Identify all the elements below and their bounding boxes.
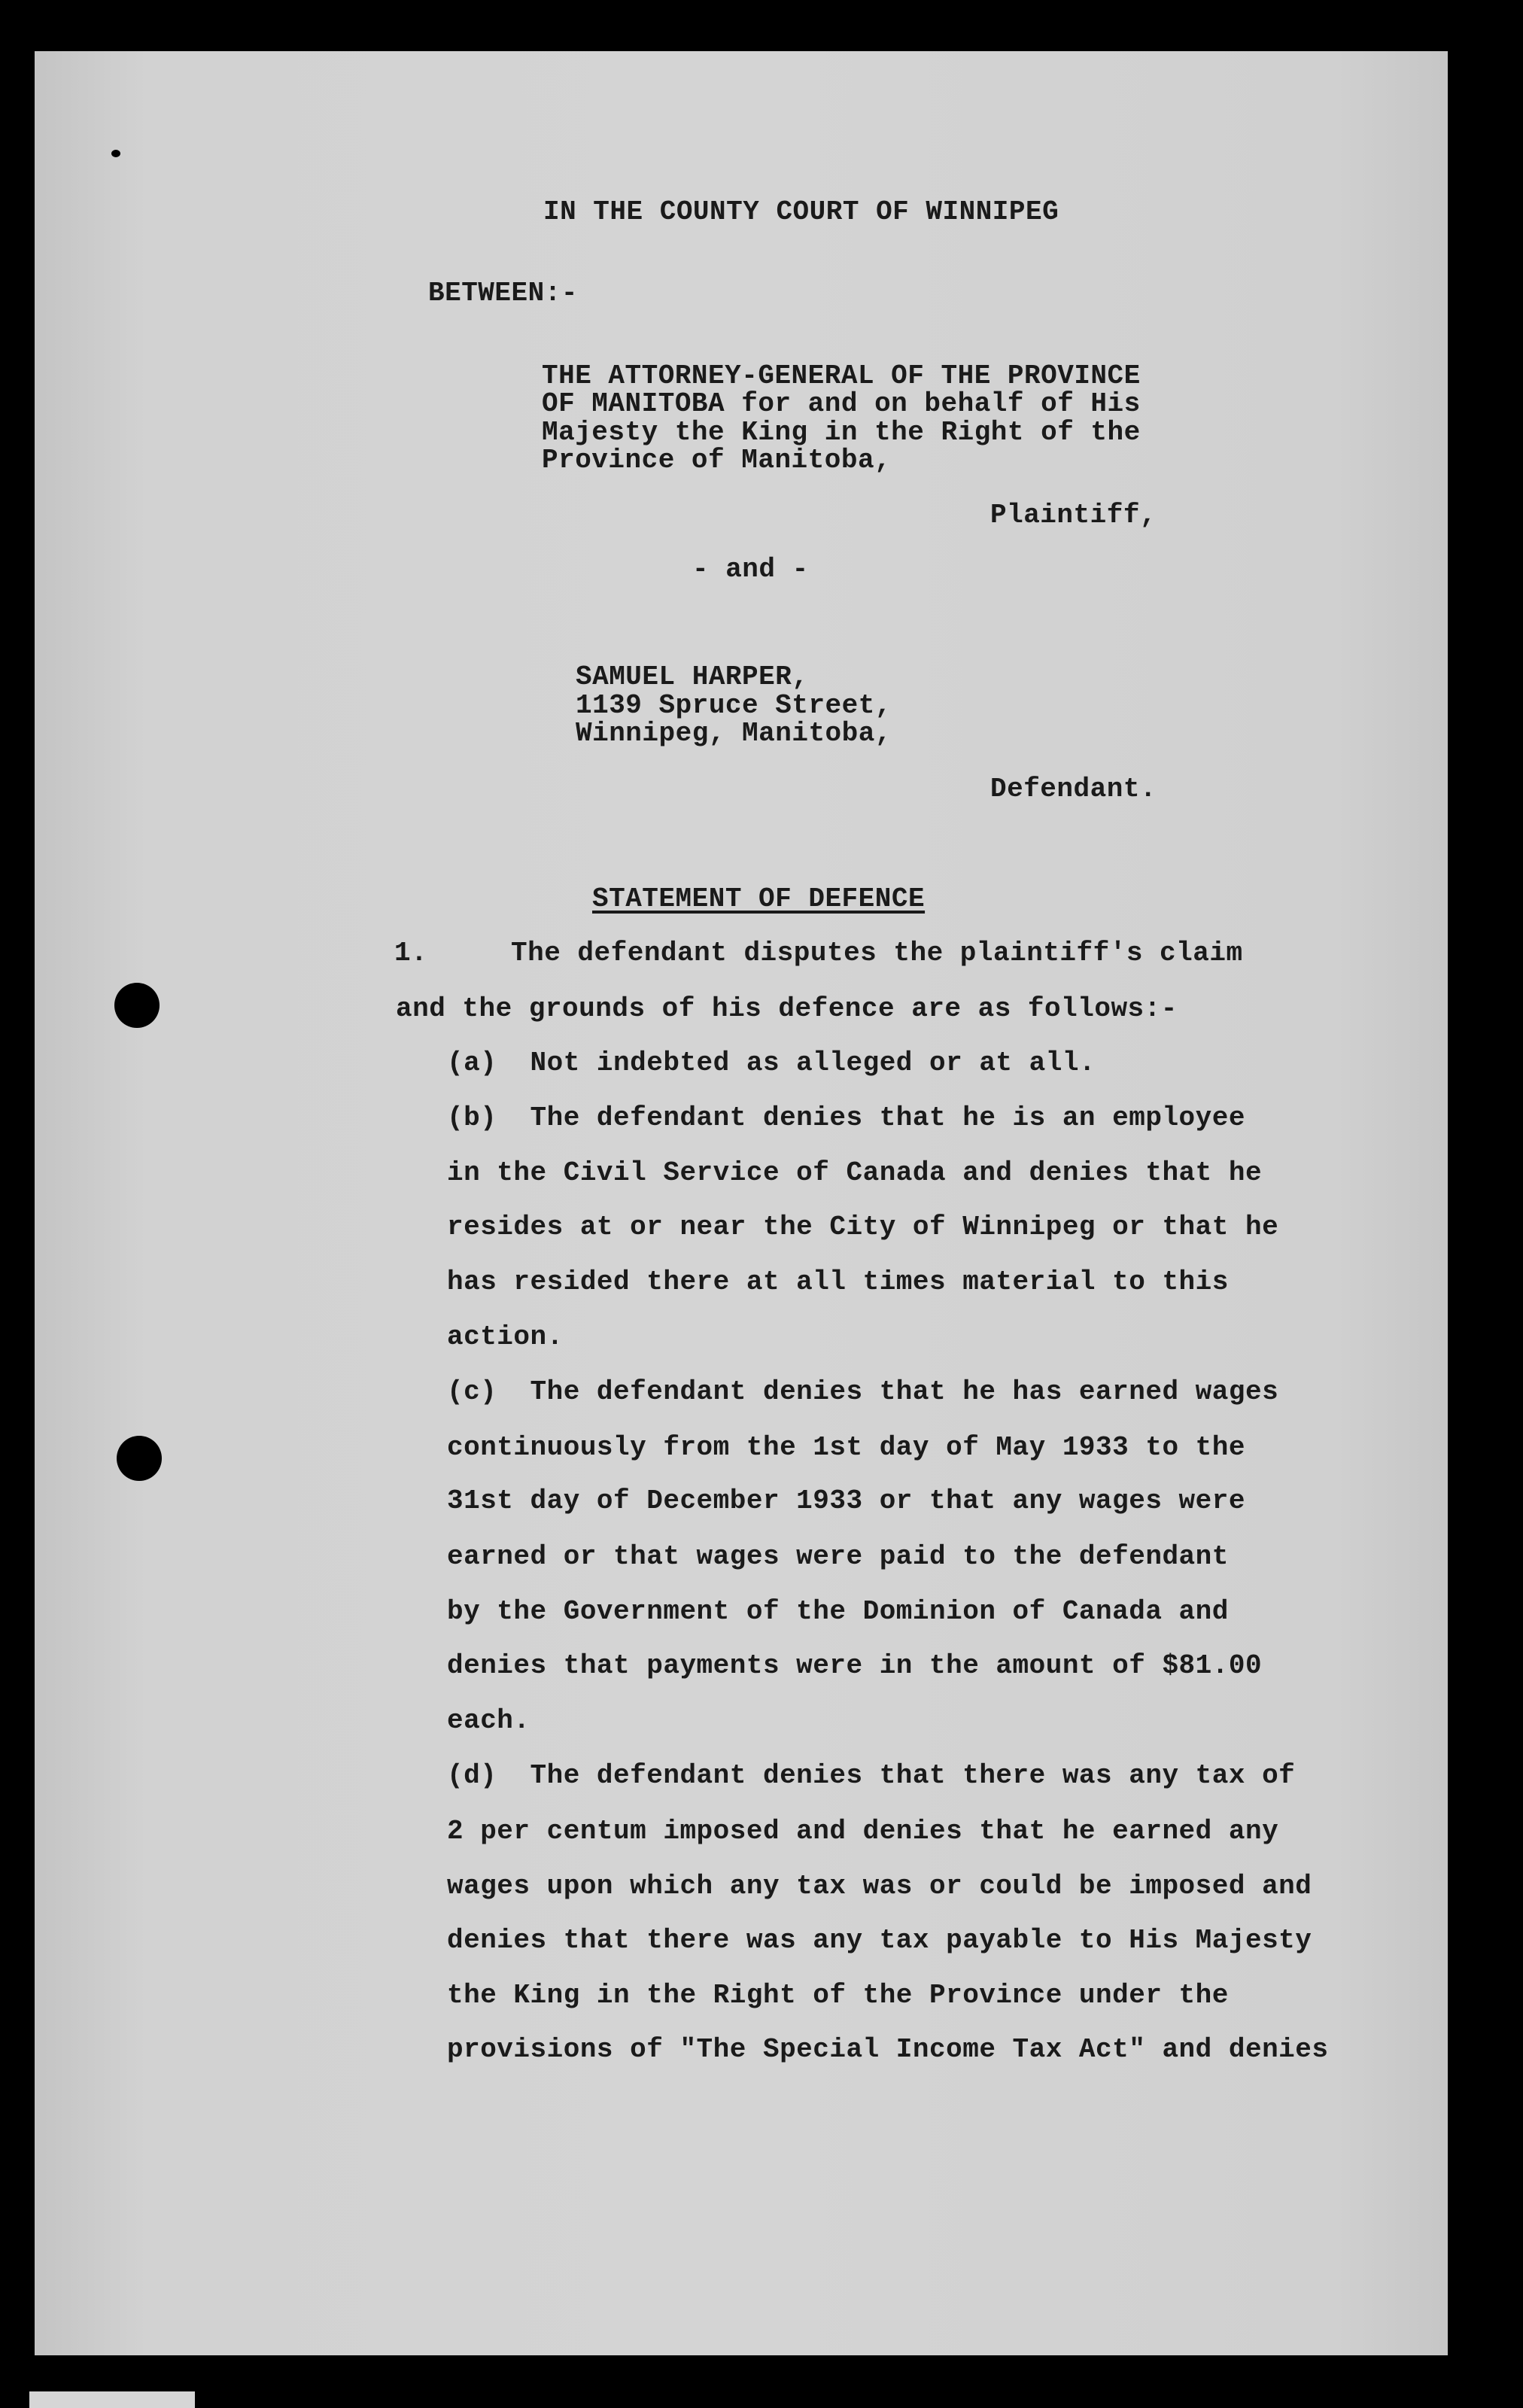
body-line: action.: [447, 1321, 564, 1352]
body-line: earned or that wages were paid to the defendant: [447, 1541, 1229, 1572]
body-line: provisions of "The Special Income Tax Act" and denies: [447, 2034, 1329, 2065]
body-line: The defendant disputes the plaintiff's claim: [511, 938, 1243, 968]
punch-hole: [117, 1436, 162, 1481]
body-line: wages upon which any tax was or could be imposed and: [447, 1871, 1312, 1902]
plaintiff-role: Plaintiff,: [990, 500, 1157, 531]
body-line: the King in the Right of the Province under the: [447, 1980, 1229, 2011]
punch-hole-mark: [111, 150, 120, 157]
body-line: (b) The defendant denies that he is an employee: [447, 1102, 1245, 1133]
body-line: continuously from the 1st day of May 1933 to the: [447, 1432, 1245, 1463]
defendant-role: Defendant.: [990, 774, 1157, 804]
body-line: and the grounds of his defence are as follows:-: [396, 993, 1178, 1024]
body-line: denies that there was any tax payable to His Majesty: [447, 1925, 1312, 1956]
body-line: (c) The defendant denies that he has earned wages: [447, 1376, 1279, 1407]
and-label: - and -: [692, 554, 809, 585]
plaintiff-line: Majesty the King in the Right of the: [542, 417, 1141, 448]
body-line: has resided there at all times material to this: [447, 1266, 1229, 1297]
defendant-line: 1139 Spruce Street,: [576, 690, 892, 721]
body-line: 2 per centum imposed and denies that he earned any: [447, 1816, 1279, 1847]
paragraph-number: 1.: [394, 938, 428, 968]
body-line: in the Civil Service of Canada and denies that he: [447, 1157, 1263, 1188]
body-line: each.: [447, 1705, 530, 1736]
body-line: 31st day of December 1933 or that any wages were: [447, 1485, 1245, 1516]
body-line: (a) Not indebted as alleged or at all.: [447, 1047, 1096, 1078]
body-line: by the Government of the Dominion of Canada and: [447, 1596, 1229, 1627]
body-line: resides at or near the City of Winnipeg or that he: [447, 1212, 1279, 1242]
defendant-line: Winnipeg, Manitoba,: [576, 718, 892, 749]
film-label-strip: [29, 2391, 195, 2408]
defendant-line: SAMUEL HARPER,: [576, 661, 809, 692]
court-heading: IN THE COUNTY COURT OF WINNIPEG: [543, 196, 1059, 227]
plaintiff-line: THE ATTORNEY-GENERAL OF THE PROVINCE: [542, 360, 1141, 391]
punch-hole: [114, 983, 160, 1028]
body-line: (d) The defendant denies that there was any tax of: [447, 1760, 1296, 1791]
plaintiff-line: Province of Manitoba,: [542, 445, 892, 476]
body-line: denies that payments were in the amount of $81.00: [447, 1650, 1263, 1681]
statement-title: STATEMENT OF DEFENCE: [592, 883, 926, 914]
plaintiff-line: OF MANITOBA for and on behalf of His: [542, 388, 1141, 419]
between-label: BETWEEN:-: [428, 278, 578, 309]
